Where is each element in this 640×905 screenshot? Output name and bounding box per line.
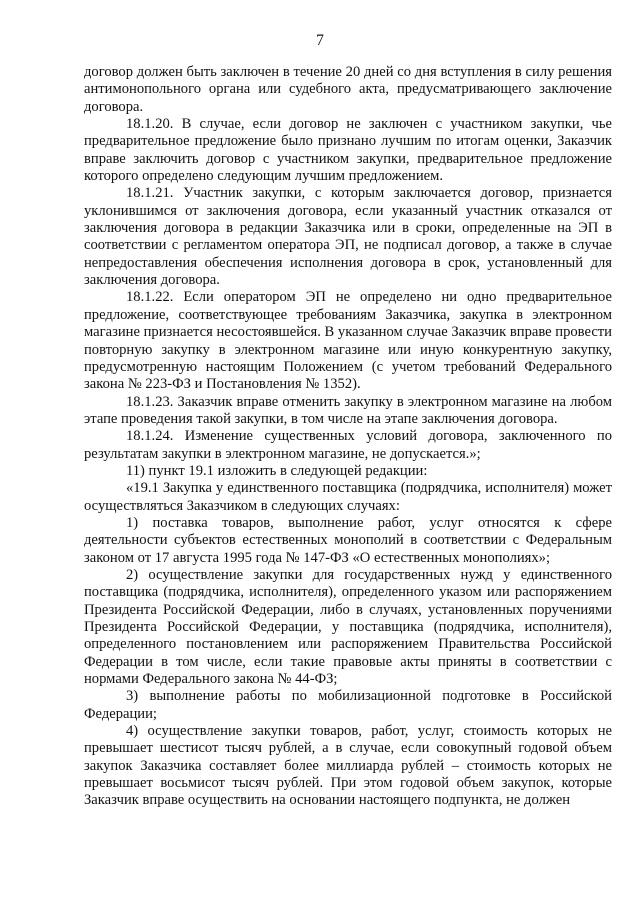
list-item: 4) осуществление закупки товаров, работ, услуг, стоимость которых не превышает шестисот тысяч рублей, а в случае, если совокупный годовой объем закупок Заказчика составляет более миллиарда рублей – стоимость которых не превышает восьмисот тысяч рублей. При этом годовой объем закупок, которые Заказчик вправе осуществить на основании настоящего подпункта, не должен xyxy=(84,723,612,809)
paragraph: 18.1.21. Участник закупки, с которым заключается договор, признается уклонившимся от заключения договора, если указанный участник отказался от заключения договора в редакции Заказчика или в сроки, определенные на ЭП в соответствии с регламентом оператора ЭП, не подписал договор, а также в случае непредоставления обеспечения исполнения договора в срок, установленный для заключения договора. xyxy=(84,185,612,289)
paragraph: 11) пункт 19.1 изложить в следующей редакции: xyxy=(126,462,428,479)
document-body xyxy=(84,64,612,810)
page-number: 7 xyxy=(316,32,324,49)
paragraph: 18.1.23. Заказчик вправе отменить закупку в электронном магазине на любом этапе проведения такой закупки, в том числе на этапе заключения договора. xyxy=(84,393,612,427)
list-item: 1) поставка товаров, выполнение работ, услуг относятся к сфере деятельности субъектов естественных монополий в соответствии с Федеральным законом от 17 августа 1995 года № 147-ФЗ «О естественных монополиях»; xyxy=(84,514,612,566)
paragraph: 18.1.22. Если оператором ЭП не определено ни одно предварительное предложение, соответствующее требованиям Заказчика, закупка в электронном магазине признается несостоявшейся. В указанном случае Заказчик вправе провести повторную закупку в электронном магазине или иную конкурентную закупку, предусмотренную настоящим Положением (с учетом требований Федерального закона № 223-ФЗ и Постановления № 1352). xyxy=(84,289,612,393)
list-item: 3) выполнение работы по мобилизационной подготовке в Российской Федерации; xyxy=(84,688,612,722)
list-item: 2) осуществление закупки для государственных нужд у единственного поставщика (подрядчика, исполнителя), определенного указом или распоряжением Президента Российской Федерации, либо в случаях, установленных поручениями Президента Российской Федерации, у поставщика (подрядчика, исполнителя), определенного постановлением или распоряжением Правительства Российской Федерации в том числе, если такие правовые акты приняты в соответствии с нормами Федерального закона № 44-ФЗ; xyxy=(84,566,612,688)
paragraph: «19.1 Закупка у единственного поставщика (подрядчика, исполнителя) может осуществляться Заказчиком в следующих случаях: xyxy=(84,480,612,514)
paragraph: 18.1.20. В случае, если договор не заключен с участником закупки, чье предварительное предложение было признано лучшим по итогам оценки, Заказчик вправе заключить договор с участником закупки, предварительное предложение которого определено следующим лучшим предложением. xyxy=(84,116,612,185)
paragraph: 18.1.24. Изменение существенных условий договора, заключенного по результатам закупки в электронном магазине, не допускается.»; xyxy=(84,428,612,462)
paragraph: договор должен быть заключен в течение 20 дней со дня вступления в силу решения антимонопольного органа или судебного акта, предусматривающего заключение договора. xyxy=(84,64,612,115)
